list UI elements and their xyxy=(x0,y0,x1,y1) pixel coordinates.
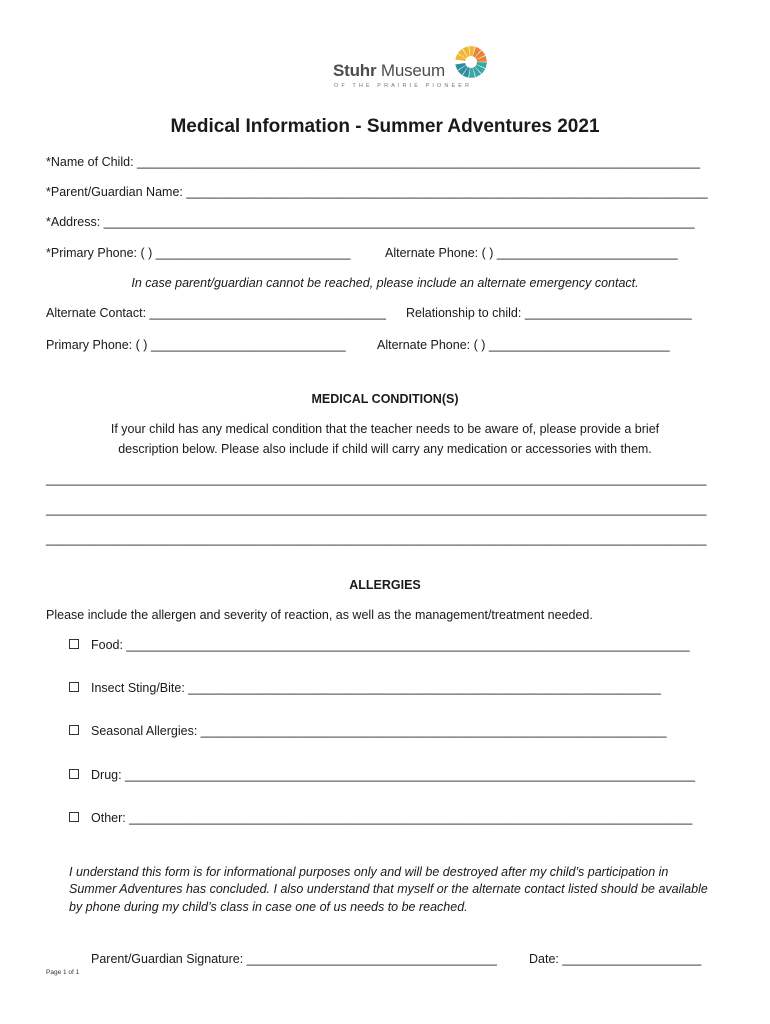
guardian-name-field[interactable]: *Parent/Guardian Name: ___________________________________________________________________________ xyxy=(46,185,708,199)
allergy-item-seasonal[interactable] xyxy=(69,724,667,738)
allergies-heading: ALLERGIES xyxy=(349,578,421,592)
alternate-contact-field[interactable]: Alternate Contact: __________________________________ xyxy=(46,306,386,320)
logo-brand-bold: Stuhr xyxy=(333,61,377,80)
medical-conditions-heading: MEDICAL CONDITION(S) xyxy=(311,392,459,406)
allergy-item-label: Insect Sting/Bite: ____________________________________________________________________ xyxy=(91,681,662,695)
sun-icon xyxy=(453,44,489,80)
logo-wordmark xyxy=(333,61,445,81)
allergy-item-label: Seasonal Allergies: ___________________________________________________________________ xyxy=(91,724,667,738)
emergency-contact-note: In case parent/guardian cannot be reached, please include an alternate emergency contact. xyxy=(131,276,639,290)
signature-field[interactable]: Parent/Guardian Signature: ____________________________________ xyxy=(91,952,497,966)
checkbox-icon[interactable] xyxy=(69,769,79,779)
logo-tagline: OF THE PRAIRIE PIONEER xyxy=(334,83,473,89)
alt-primary-phone-field[interactable]: Primary Phone: ( ) ____________________________ xyxy=(46,338,346,352)
primary-phone-field[interactable]: *Primary Phone: ( ) ____________________________ xyxy=(46,246,351,260)
stuhr-museum-logo xyxy=(333,44,493,94)
alt-alternate-phone-field[interactable]: Alternate Phone: ( ) __________________________ xyxy=(377,338,670,352)
medical-blank-line-3[interactable]: _______________________________________________________________________________________________ xyxy=(46,532,707,546)
checkbox-icon[interactable] xyxy=(69,682,79,692)
allergy-item-other[interactable] xyxy=(69,811,692,825)
logo-brand-light: Museum xyxy=(376,61,445,80)
allergies-instructions: Please include the allergen and severity of reaction, as well as the management/treatment needed. xyxy=(46,608,593,622)
allergy-item-label: Drug: __________________________________________________________________________________ xyxy=(91,768,696,782)
medical-blank-line-2[interactable]: _______________________________________________________________________________________________ xyxy=(46,502,707,516)
acknowledgement-line-1: I understand this form is for informational purposes only and will be destroyed after my child’s participation in xyxy=(69,865,669,879)
acknowledgement-line-3: by phone during my child’s class in case one of us needs to be reached. xyxy=(69,900,468,914)
checkbox-icon[interactable] xyxy=(69,812,79,822)
medical-blank-line-1[interactable]: _______________________________________________________________________________________________ xyxy=(46,472,707,486)
allergy-item-drug[interactable] xyxy=(69,768,695,782)
address-field[interactable]: *Address: _____________________________________________________________________________________ xyxy=(46,215,695,229)
medical-description-line-2: description below. Please also include if child will carry any medication or accessories with them. xyxy=(118,442,652,456)
allergy-item-label: Food: _________________________________________________________________________________ xyxy=(91,638,690,652)
page-title: Medical Information - Summer Adventures 2021 xyxy=(170,116,600,137)
checkbox-icon[interactable] xyxy=(69,725,79,735)
allergy-item-label: Other: _________________________________________________________________________________ xyxy=(91,811,693,825)
medical-description-line-1: If your child has any medical condition that the teacher needs to be aware of, please provide a brief xyxy=(110,422,660,436)
allergy-item-food[interactable] xyxy=(69,638,690,652)
date-field[interactable]: Date: ____________________ xyxy=(529,952,702,966)
checkbox-icon[interactable] xyxy=(69,639,79,649)
relationship-field[interactable]: Relationship to child: ________________________ xyxy=(406,306,692,320)
allergy-item-insect[interactable] xyxy=(69,681,661,695)
page-number: Page 1 of 1 xyxy=(46,969,80,976)
acknowledgement-line-2: Summer Adventures has concluded. I also understand that myself or the alternate contact listed should be available xyxy=(69,882,708,896)
alternate-phone-field[interactable]: Alternate Phone: ( ) __________________________ xyxy=(385,246,678,260)
child-name-field[interactable]: *Name of Child: _________________________________________________________________________________ xyxy=(46,155,701,169)
